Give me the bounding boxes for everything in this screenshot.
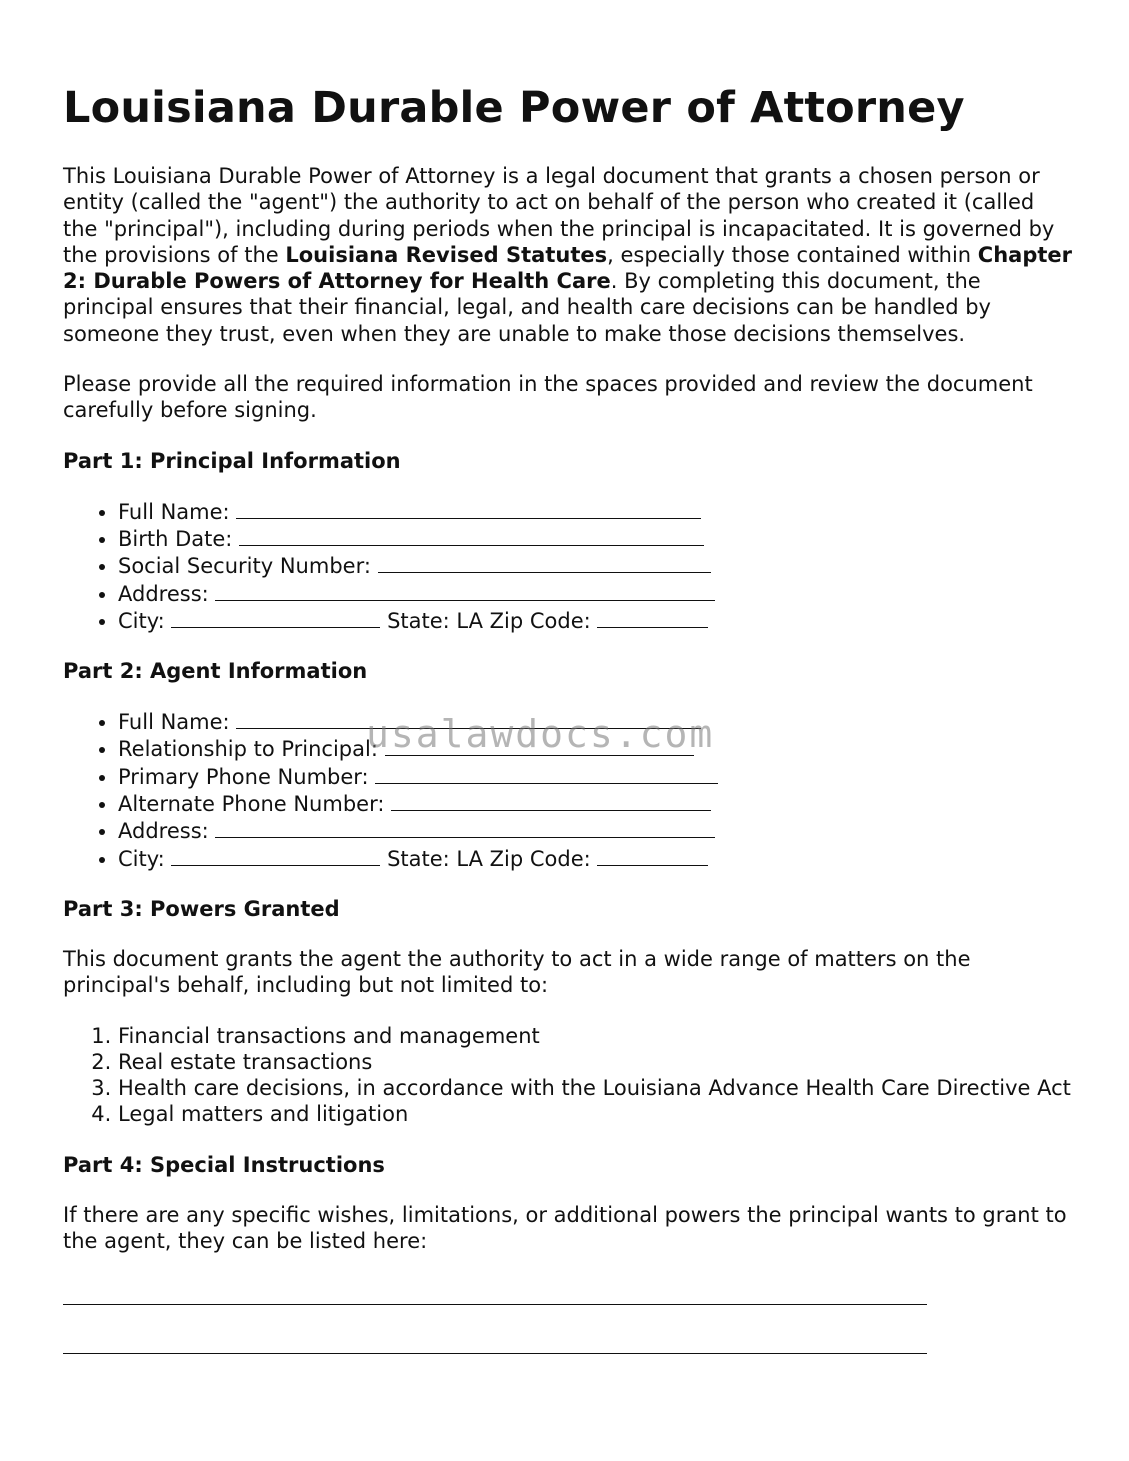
agent-city-field[interactable] [171,845,380,866]
intro-bold-chapter: Chapter 2: Durable Powers of Attorney for Health Care [63,242,1072,294]
principal-full-name-label: Full Name: [118,499,230,524]
list-item: 4. Legal matters and litigation [118,1101,1073,1127]
agent-relationship-label: Relationship to Principal: [118,737,378,762]
principal-ssn-label: Social Security Number: [118,554,371,579]
agent-zip-label: Zip Code: [489,846,591,871]
list-item: 1. Financial transactions and management [118,1023,1073,1049]
list-item: 3. Health care decisions, in accordance with the Louisiana Advance Health Care Directive Act [118,1075,1073,1101]
list-item [118,498,1073,525]
part3-paragraph: This document grants the agent the authority to act in a wide range of matters on the principal's behalf, including but not limited to: [63,946,971,998]
agent-primary-phone-label: Primary Phone Number: [118,764,369,789]
list-item [118,708,1073,735]
principal-city-field[interactable] [171,607,380,628]
list-item [118,845,1073,872]
document-page [63,0,1073,1354]
principal-state-label: State: LA [387,608,483,633]
special-instructions-line-2[interactable] [63,1353,927,1354]
part4-heading: Part 4: Special Instructions [63,1152,385,1177]
principal-ssn-field[interactable] [378,552,711,573]
agent-address-label: Address: [118,819,209,844]
watermark: usalawdocs.com [366,712,715,756]
list-item [118,552,1073,579]
list-item [118,607,1073,634]
list-item [118,735,1073,762]
principal-info-list [63,498,1073,634]
principal-birth-date-label: Birth Date: [118,526,233,551]
principal-zip-field[interactable] [597,607,708,628]
principal-birth-date-field[interactable] [239,525,704,546]
agent-relationship-field[interactable] [385,735,694,756]
agent-full-name-label: Full Name: [118,710,230,735]
agent-city-label: City: [118,846,165,871]
principal-zip-label: Zip Code: [489,608,591,633]
intro-text-1: This Louisiana Durable Power of Attorney is a legal document that grants a chosen person or entity (called the "agent") the authority to act on behalf of the person who created it (called the "principal"), including during periods when the principal is incapacitated. It is governed by the provisions of the [63,164,1055,267]
list-item [118,525,1073,552]
intro-bold-statutes: Louisiana Revised Statutes [285,242,608,267]
instructions-paragraph: Please provide all the required information in the spaces provided and review the document carefully before signing. [63,372,1033,423]
agent-alternate-phone-field[interactable] [391,790,711,811]
agent-info-list [63,708,1073,872]
list-item: 2. Real estate transactions [118,1049,1073,1075]
principal-full-name-field[interactable] [236,498,701,519]
agent-address-field[interactable] [215,817,715,838]
list-item [118,763,1073,790]
list-item [118,790,1073,817]
agent-alternate-phone-label: Alternate Phone Number: [118,792,385,817]
part3-heading: Part 3: Powers Granted [63,896,340,921]
principal-address-field[interactable] [215,580,715,601]
list-item [118,817,1073,844]
agent-full-name-field[interactable] [236,708,701,729]
powers-list [63,1023,1073,1128]
principal-address-label: Address: [118,581,209,606]
part2-heading: Part 2: Agent Information [63,659,368,684]
agent-zip-field[interactable] [597,845,708,866]
list-item [118,580,1073,607]
part4-paragraph: If there are any specific wishes, limitations, or additional powers the principal wants to grant to the agent, they can be listed here: [63,1202,1067,1254]
intro-text-2: , especially those contained within [607,242,978,267]
special-instructions-line-1[interactable] [63,1304,927,1305]
intro-text-3: . By completing this document, the principal ensures that their financial, legal, and health care decisions can be handled by someone they trust, even when they are unable to make those decisions themselves. [63,269,991,346]
principal-city-label: City: [118,608,165,633]
document-title: Louisiana Durable Power of Attorney [63,83,965,133]
agent-state-label: State: LA [387,846,483,871]
part1-heading: Part 1: Principal Information [63,448,401,473]
agent-primary-phone-field[interactable] [375,763,718,784]
intro-paragraph [63,163,1073,347]
